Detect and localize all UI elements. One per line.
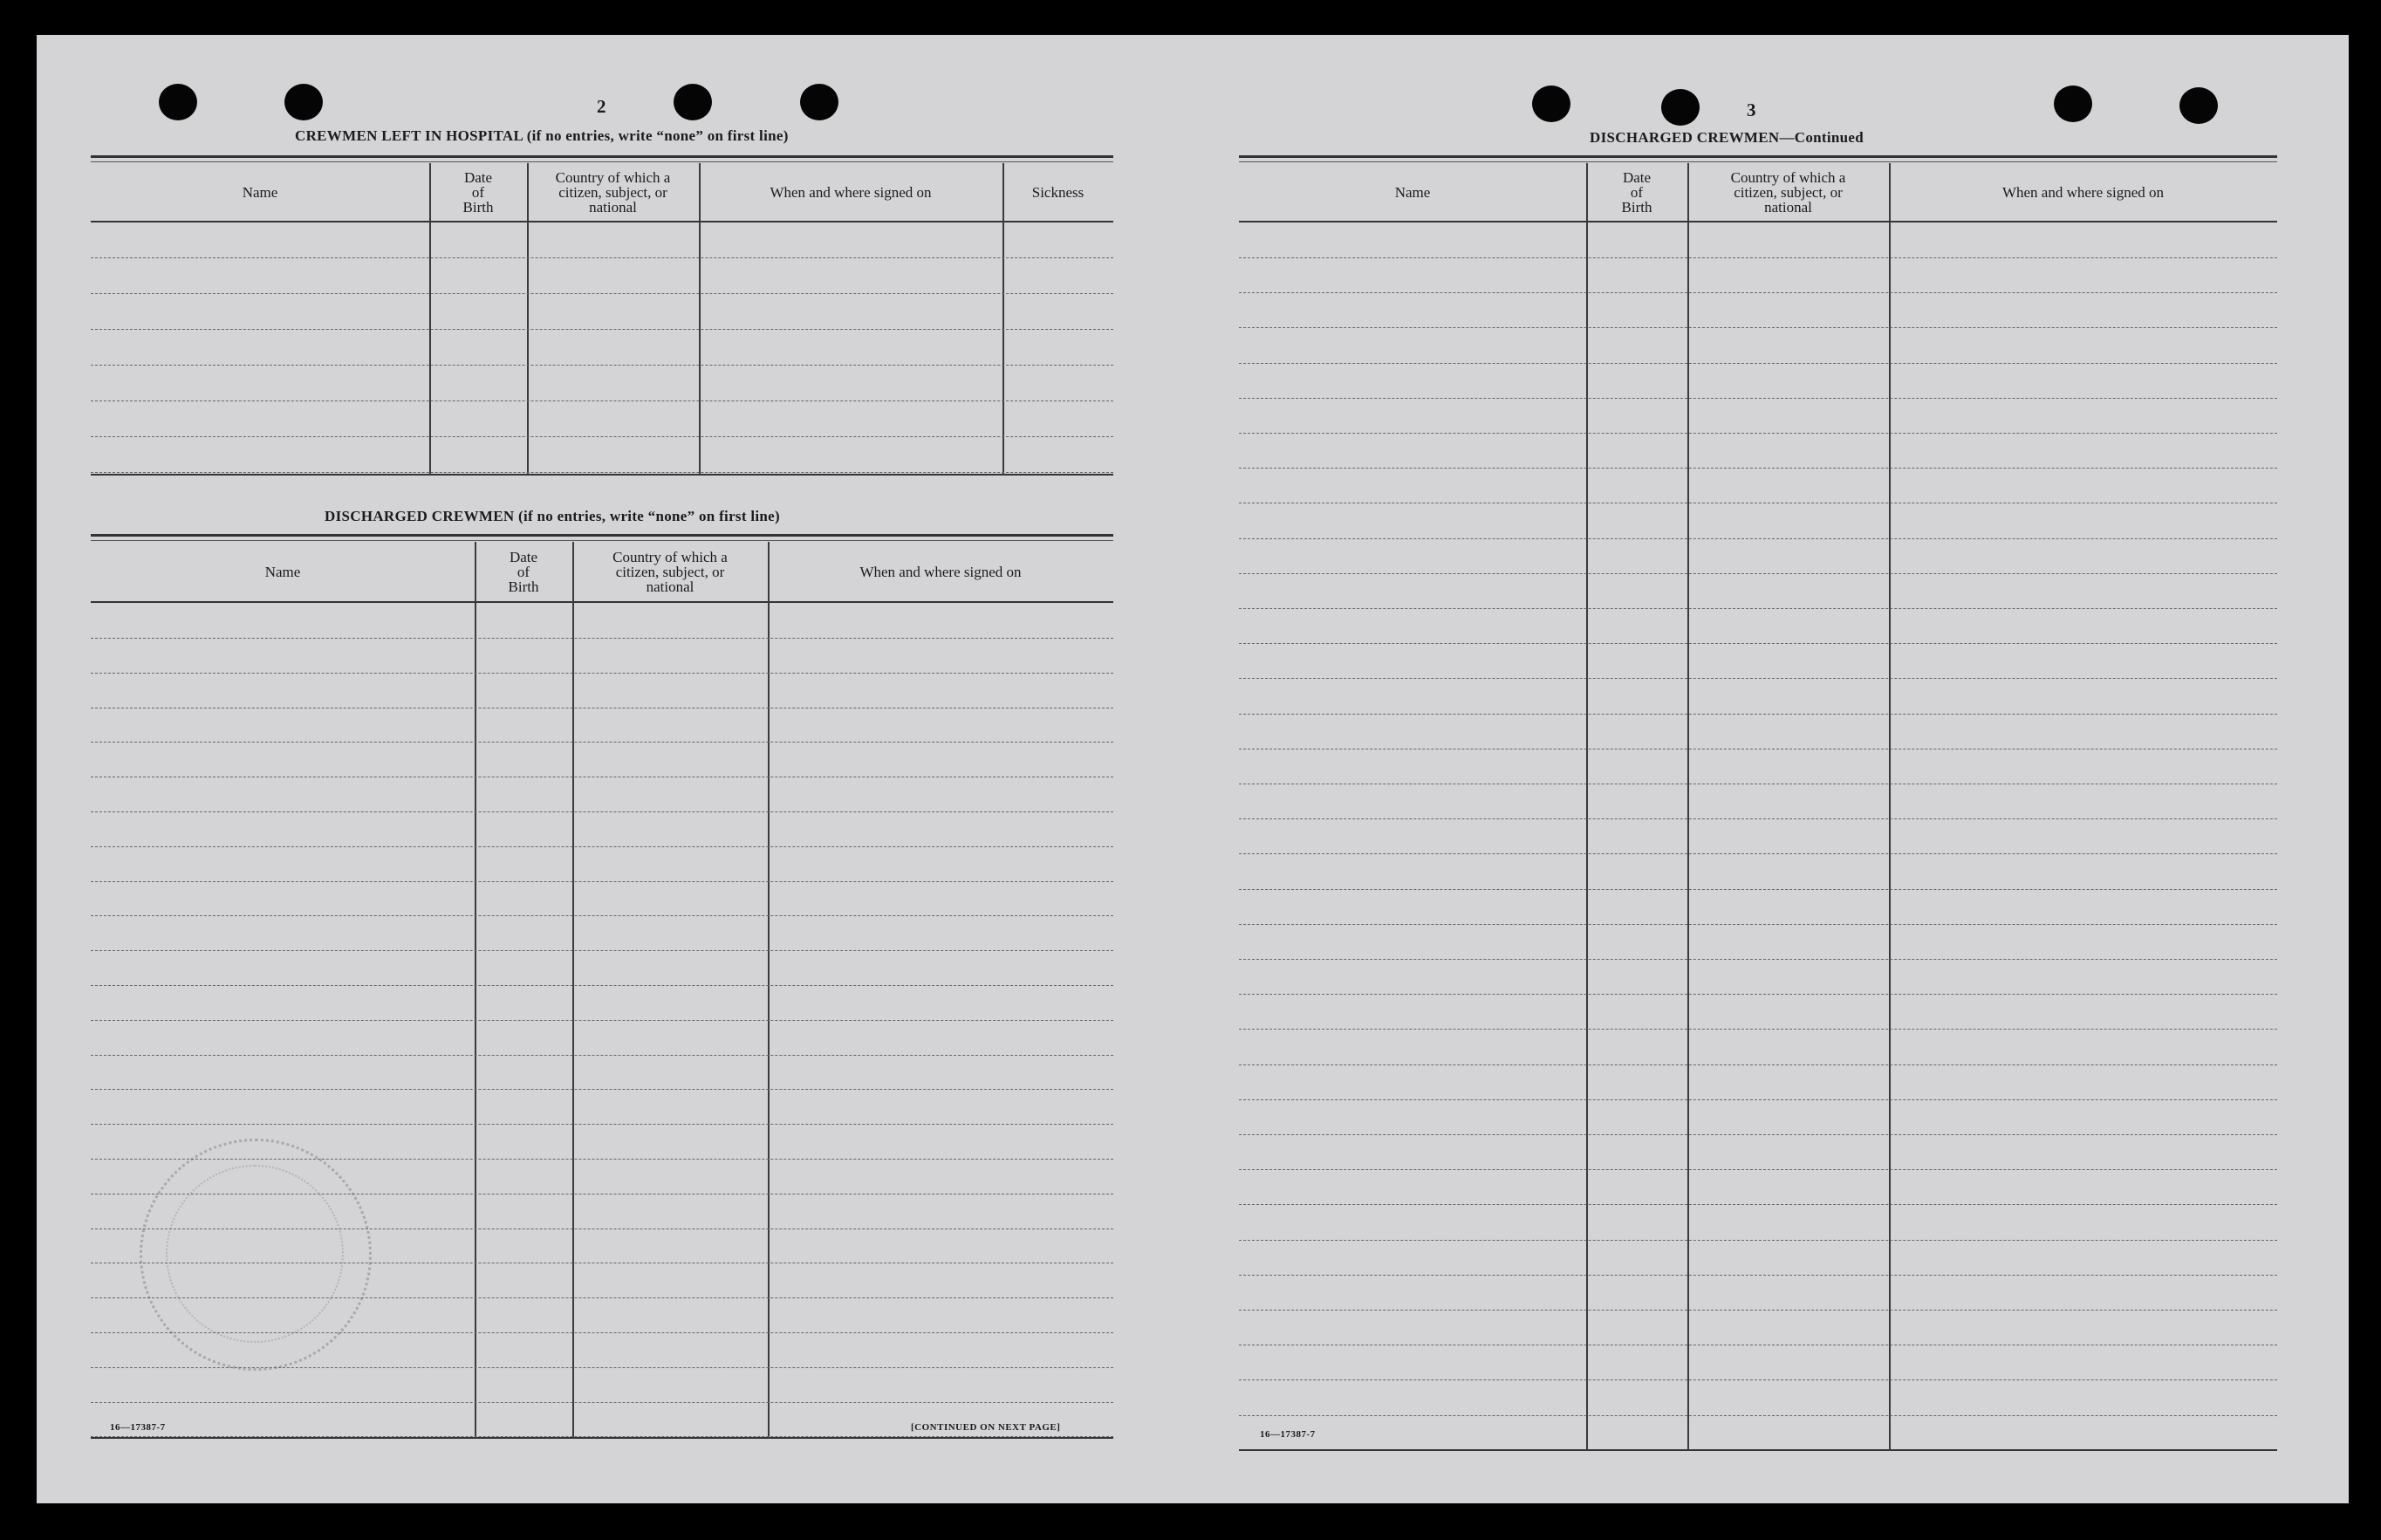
entry-row-line — [1239, 1275, 2277, 1276]
entry-row-line — [91, 985, 1113, 986]
col-header-name: Name — [264, 563, 301, 580]
page-number-right: 3 — [1747, 99, 1756, 120]
entry-row-line — [91, 638, 1113, 639]
entry-row-line — [91, 1436, 1113, 1437]
col-header-date-of-birth: Date of Birth — [462, 168, 494, 216]
entry-row-line — [1239, 1310, 2277, 1311]
entry-row-line — [91, 329, 1113, 330]
punch-hole — [159, 84, 197, 120]
entry-row-line — [91, 1332, 1113, 1333]
entry-row-line — [91, 1124, 1113, 1125]
entry-row-line — [91, 1089, 1113, 1090]
entry-row-line — [1239, 608, 2277, 609]
ledger-sheet — [37, 35, 2349, 1503]
discharged-continued-title: DISCHARGED CREWMEN—Continued — [1590, 129, 1864, 146]
entry-row-line — [1239, 257, 2277, 258]
entry-row-line — [1239, 1379, 2277, 1380]
col-header-date-of-birth: Date of Birth — [508, 548, 539, 595]
entry-row-line — [91, 400, 1113, 401]
entry-row-line — [91, 1402, 1113, 1403]
col-header-signed-on: When and where signed on — [2001, 183, 2165, 201]
entry-row-line — [91, 365, 1113, 366]
discharged-table — [91, 534, 1113, 1444]
entry-row-line — [1239, 1099, 2277, 1100]
discharged-section-title: DISCHARGED CREWMEN (if no entries, write “none” on first line) — [325, 508, 780, 524]
entry-row-line — [1239, 643, 2277, 644]
entry-row-line — [1239, 1064, 2277, 1065]
punch-hole — [2179, 87, 2218, 124]
col-header-date-of-birth: Date of Birth — [1621, 168, 1652, 216]
entry-row-line — [1239, 363, 2277, 364]
col-header-country: Country of which a citizen, subject, or national — [612, 548, 728, 595]
col-header-country: Country of which a citizen, subject, or national — [555, 168, 671, 216]
entry-row-line — [91, 881, 1113, 882]
entry-row-line — [91, 846, 1113, 847]
entry-row-line — [1239, 1204, 2277, 1205]
punch-hole — [800, 84, 838, 120]
entry-row-line — [91, 950, 1113, 951]
hospital-table — [91, 155, 1113, 481]
entry-row-line — [91, 811, 1113, 812]
entry-row-line — [91, 1159, 1113, 1160]
punch-hole — [284, 84, 323, 120]
entry-row-line — [1239, 678, 2277, 679]
punch-hole — [1661, 89, 1700, 126]
entry-row-line — [91, 742, 1113, 743]
col-header-sickness: Sickness — [1031, 183, 1084, 201]
form-number-left: 16—17387-7 — [110, 1422, 166, 1433]
entry-row-line — [1239, 714, 2277, 715]
entry-row-line — [91, 673, 1113, 674]
entry-row-line — [1239, 994, 2277, 995]
col-header-name: Name — [1394, 183, 1431, 201]
hospital-section-title: CREWMEN LEFT IN HOSPITAL (if no entries, write “none” on first line) — [295, 127, 789, 144]
entry-row-line — [91, 472, 1113, 473]
entry-row-line — [91, 915, 1113, 916]
entry-row-line — [1239, 818, 2277, 819]
entry-row-line — [1239, 1029, 2277, 1030]
entry-row-line — [1239, 538, 2277, 539]
entry-row-line — [1239, 889, 2277, 890]
entry-row-line — [1239, 853, 2277, 854]
entry-row-line — [1239, 1134, 2277, 1135]
col-header-name: Name — [242, 183, 278, 201]
entry-row-line — [91, 1020, 1113, 1021]
entry-row-line — [1239, 1169, 2277, 1170]
entry-row-line — [1239, 433, 2277, 434]
entry-row-line — [91, 257, 1113, 258]
entry-row-line — [1239, 573, 2277, 574]
entry-row-line — [91, 1055, 1113, 1056]
entry-row-line — [1239, 959, 2277, 960]
punch-hole — [2054, 86, 2092, 122]
continued-note: [CONTINUED ON NEXT PAGE] — [911, 1422, 1061, 1433]
entry-row-line — [1239, 468, 2277, 469]
entry-row-line — [91, 1367, 1113, 1368]
entry-row-line — [91, 1297, 1113, 1298]
entry-row-line — [91, 436, 1113, 437]
punch-hole — [674, 84, 712, 120]
entry-row-line — [1239, 924, 2277, 925]
col-header-signed-on: When and where signed on — [770, 183, 932, 201]
form-number-right: 16—17387-7 — [1260, 1429, 1316, 1440]
col-header-signed-on: When and where signed on — [859, 563, 1022, 580]
punch-hole — [1532, 86, 1570, 122]
col-header-country: Country of which a citizen, subject, or national — [1730, 168, 1846, 216]
entry-row-line — [1239, 1415, 2277, 1416]
entry-row-line — [1239, 327, 2277, 328]
discharged-continued-table — [1239, 155, 2277, 1456]
page-number-left: 2 — [597, 96, 606, 117]
entry-row-line — [1239, 1240, 2277, 1241]
entry-row-line — [1239, 292, 2277, 293]
entry-row-line — [1239, 398, 2277, 399]
entry-row-line — [91, 293, 1113, 294]
